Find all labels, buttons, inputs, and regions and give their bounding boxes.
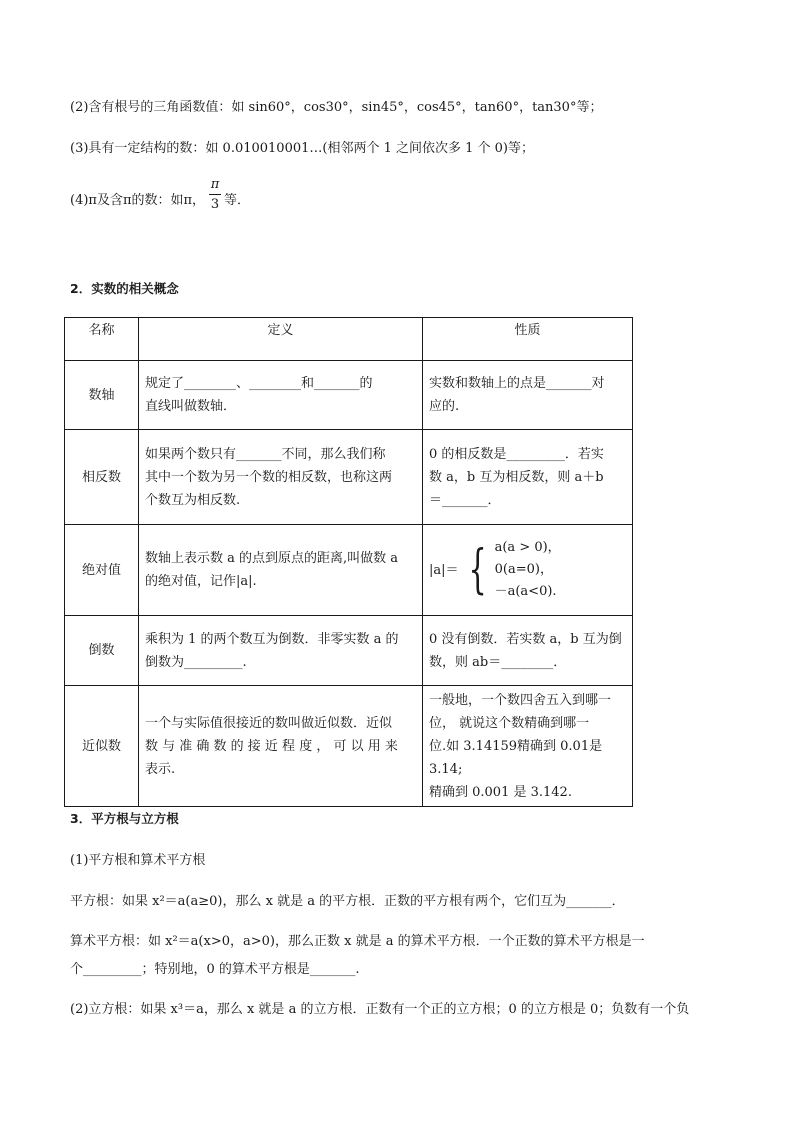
- definition-line: 数轴上表示数 a 的点到原点的距离,叫做数 a: [145, 551, 399, 566]
- intro-line-2-text: (2)含有根号的三角函数值：如 sin60°，cos30°，sin45°，cos45°，tan60°，tan30°等；: [70, 100, 603, 115]
- property-line: 数 a，b 互为相反数，则 a＋b: [429, 469, 604, 485]
- row-definition: [139, 686, 423, 807]
- table-row-opposite-number: [65, 430, 633, 525]
- intro-line-3-text: (3)具有一定结构的数：如 0.010010001…(相邻两个 1 之间依次多 1 个 0)等；: [70, 141, 535, 156]
- square-root-definition: 平方根：如果 x²＝a(a≥0)，那么 x 就是 a 的平方根．正数的平方根有两个，它们互为_______．: [70, 894, 625, 909]
- case-zero: 0(a=0)，: [494, 562, 553, 577]
- intro-line-3: [70, 137, 534, 156]
- row-name: 近似数: [65, 686, 139, 807]
- definition-line: 表示.: [145, 761, 176, 777]
- definition-line: 的绝对值，记作|a|.: [145, 574, 257, 589]
- definition-line: 倒数为_________.: [145, 654, 247, 670]
- property-line: 位， 就说这个数精确到哪一: [429, 715, 590, 731]
- property-line: ＝_______．: [429, 492, 501, 508]
- property-line: 一般地，一个数四舍五入到哪一: [429, 692, 612, 708]
- property-line: 数，则 ab＝________．: [429, 654, 567, 670]
- row-property: [423, 686, 633, 807]
- definition-line: 规定了________、________和_______的: [145, 376, 373, 391]
- intro-line-4-end: [224, 189, 250, 208]
- row-name: 绝对值: [65, 525, 139, 616]
- cube-root-definition: (2)立方根：如果 x³＝a，那么 x 就是 a 的立方根．正数有一个正的立方根；0 的立方根是 0；负数有一个负: [70, 1002, 690, 1017]
- definition-line: 其中一个数为另一个数的相反数，也称这两: [145, 469, 393, 485]
- intro-line-4-suffix: 等．: [224, 193, 251, 208]
- row-property: [423, 525, 633, 616]
- table-row-reciprocal: [65, 616, 633, 686]
- property-line: 精确到 0.001 是 3.142.: [429, 784, 572, 800]
- concepts-table: [64, 317, 633, 807]
- row-name: 数轴: [65, 361, 139, 430]
- section-3-sub-1: [70, 849, 205, 868]
- section-2-title: [70, 279, 179, 297]
- property-line: 位.如 3.14159精确到 0.01是 3.14;: [429, 738, 603, 777]
- row-name: 相反数: [65, 430, 139, 525]
- property-line: 实数和数轴上的点是_______对: [429, 376, 605, 391]
- fraction-denominator: 3: [210, 197, 220, 212]
- abs-label: |a|＝: [429, 562, 459, 578]
- intro-line-4: [70, 189, 205, 208]
- fraction-numerator: π: [210, 177, 220, 192]
- property-line: 0 没有倒数．若实数 a，b 互为倒: [429, 631, 622, 647]
- header-property: 性质: [423, 318, 633, 361]
- header-definition: 定义: [139, 318, 423, 361]
- section-3-paragraph-3: [70, 958, 360, 977]
- section-3-paragraph-4: [70, 998, 689, 1017]
- table-row-absolute-value: [65, 525, 633, 616]
- left-brace-symbol: {: [467, 540, 487, 600]
- section-3-sub-1-text: (1)平方根和算术平方根: [70, 853, 206, 868]
- section-3-title-text: 3．平方根与立方根: [70, 811, 179, 826]
- table-row-number-line: [65, 361, 633, 430]
- section-2-title-text: 2．实数的相关概念: [70, 281, 179, 296]
- definition-line: 个数互为相反数.: [145, 492, 241, 508]
- header-name: 名称: [65, 318, 139, 361]
- property-line: 应的.: [429, 399, 460, 414]
- row-definition: [139, 525, 423, 616]
- row-property: [423, 361, 633, 430]
- section-3-paragraph-2: [70, 930, 645, 949]
- row-definition: [139, 430, 423, 525]
- case-positive: a(a > 0)，: [494, 540, 561, 555]
- absolute-value-piecewise: [429, 537, 561, 603]
- property-line: 0 的相反数是_________．若实: [429, 446, 604, 462]
- definition-line: 直线叫做数轴．: [145, 399, 237, 414]
- arithmetic-square-root-definition: 算术平方根：如 x²＝a(x>0，a>0)，那么正数 x 就是 a 的算术平方根．一个正数的算术平方根是一: [70, 934, 645, 949]
- table-row-approximate-number: [65, 686, 633, 807]
- arithmetic-square-root-continued: 个_________；特别地，0 的算术平方根是_______.: [70, 962, 360, 977]
- row-definition: [139, 616, 423, 686]
- piecewise-cases: [495, 537, 561, 603]
- intro-line-4-prefix: (4)π及含π的数：如π，: [70, 193, 206, 208]
- row-property: [423, 616, 633, 686]
- table-header-row: [65, 318, 633, 361]
- row-property: [423, 430, 633, 525]
- definition-line: 乘积为 1 的两个数互为倒数．非零实数 a 的: [145, 631, 399, 647]
- row-definition: [139, 361, 423, 430]
- case-negative: －a(a<0).: [494, 584, 557, 599]
- intro-line-2: [70, 96, 602, 115]
- definition-line: 数 与 准 确 数 的 接 近 程 度 ， 可 以 用 来: [145, 738, 398, 754]
- section-3-paragraph-1: [70, 890, 625, 909]
- section-3-title: [70, 809, 179, 827]
- definition-line: 如果两个数只有_______不同，那么我们称: [145, 446, 386, 462]
- definition-line: 一个与实际值很接近的数叫做近似数．近似: [145, 715, 393, 731]
- row-name: 倒数: [65, 616, 139, 686]
- pi-over-3-fraction: [208, 175, 222, 214]
